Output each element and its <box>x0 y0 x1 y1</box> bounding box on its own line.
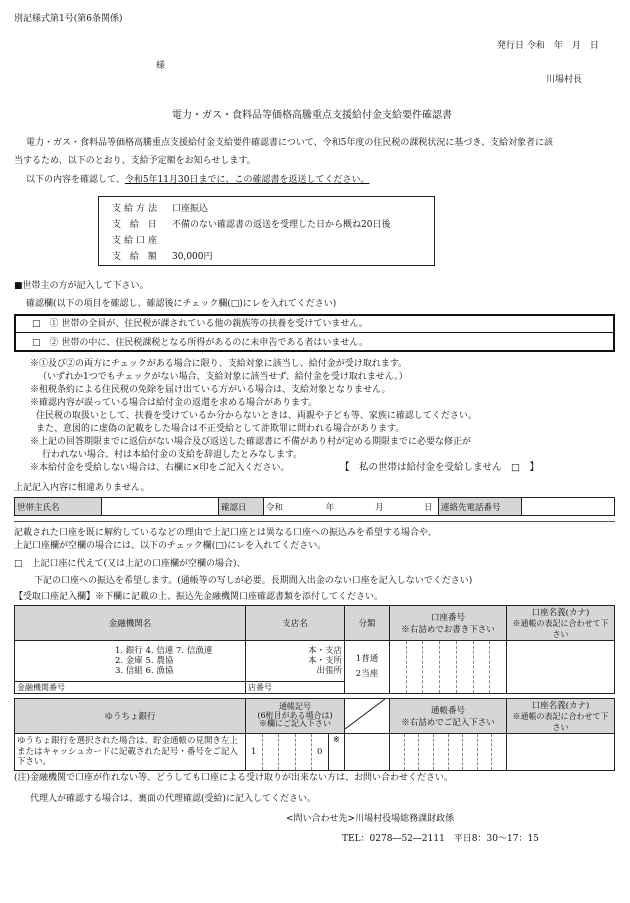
document-title: 電力・ガス・食料品等価格高騰重点支援給付金支給要件確認書 <box>172 110 452 121</box>
yucho-holder-field[interactable] <box>507 734 615 771</box>
yucho-digit-last: 0 <box>311 734 328 770</box>
account-holder-header <box>507 606 615 641</box>
check-divider <box>14 332 615 333</box>
confirm-date-label: 確認日 <box>219 498 264 516</box>
yucho-blank-field <box>345 734 390 771</box>
yucho-holder-title: 口座名義(カナ) <box>531 701 590 711</box>
payment-account-label: 支給口座 <box>112 236 161 246</box>
contact-office: <問い合わせ先>川場村役場総務課財政係 <box>286 814 455 824</box>
account-change-line-2: 上記口座欄が空欄の場合には、以下のチェック欄(□)にレを入れてください。 <box>14 541 327 551</box>
payment-amount-label: 支 給 額 <box>112 252 160 262</box>
section-divider <box>14 521 615 522</box>
date-year: 年 <box>325 502 335 513</box>
payment-date-label: 支 給 日 <box>112 220 160 230</box>
note-9: ※本給付金を受給しない場合は、右欄に×印をご記入ください。 <box>30 463 290 473</box>
account-type-1: 1普通 <box>355 653 379 664</box>
yucho-number-header <box>390 699 507 734</box>
account-holder-note: ※通帳の表記に合わせて下さい <box>512 619 609 639</box>
branch-number-field[interactable] <box>246 681 345 693</box>
yucho-symbol-field[interactable] <box>246 734 345 771</box>
bank-types-3: 3. 信組 6. 漁協 <box>115 665 174 676</box>
account-number-title: 口座番号 <box>430 613 465 623</box>
payment-amount-value: 30,000円 <box>172 252 213 262</box>
payment-row-amount <box>112 252 213 262</box>
payment-row-account <box>112 236 172 246</box>
issue-date: 発行日 令和 年 月 日 <box>497 41 599 51</box>
yucho-symbol-header <box>246 699 345 734</box>
form-number: 別記様式第1号(第6条関係) <box>14 14 123 24</box>
payment-method-label: 支給方法 <box>112 204 161 214</box>
note-4: ※確認内容が誤っている場合は給付金の返還を求める場合があります。 <box>30 398 318 408</box>
branch-name-header: 支店名 <box>246 606 345 641</box>
note-7: ※上記の回答期限までに返信がない場合及び返送した確認書に不備があり村が定める期限までに必要な修正が <box>30 437 472 447</box>
yucho-number-note: ※右詰めでご記入下さい <box>401 718 495 728</box>
yucho-symbol-title: 通帳記号 <box>279 701 311 711</box>
issuer-name: 川場村長 <box>546 75 583 85</box>
branch-types-2: 本・支所 <box>307 655 342 666</box>
bank-account-table <box>14 605 615 694</box>
date-era: 令和 <box>266 502 284 513</box>
confirm-date-field[interactable] <box>264 498 439 516</box>
yucho-symbol-note-2: ※欄にご記入下さい <box>259 719 331 729</box>
footer-note-2: 代理人が確認する場合は、裏面の代理確認(受給)に記入してください。 <box>30 794 317 804</box>
footer-note-1: (注)金融機関で口座が作れない等、どうしても口座による受け取りが出来ない方は、お問い合わせください。 <box>14 773 454 783</box>
branch-number-label: 店番号 <box>248 682 272 692</box>
yucho-blank-cell <box>345 699 390 734</box>
branch-name-field[interactable] <box>246 641 345 682</box>
account-number-header <box>390 606 507 641</box>
payment-date-value: 不備のない確認書の返送を受理した日から概ね20日後 <box>172 220 391 230</box>
account-number-note: ※右詰めでお書き下さい <box>401 625 495 635</box>
account-holder-title: 口座名義(カナ) <box>531 608 590 618</box>
account-change-checkbox[interactable]: □ 上記口座に代えて(又は上記の口座欄が空欄の場合)、 <box>14 559 246 569</box>
note-3: ※租税条約による住民税の免除を届け出ている方がいる場合は、支給対象となりません。 <box>30 385 391 395</box>
phone-field[interactable] <box>522 498 615 516</box>
decline-checkbox[interactable]: 【 私の世帯は給付金を受給しません □ 】 <box>340 462 539 473</box>
account-type-2: 2当座 <box>355 669 379 679</box>
holder-name-label: 世帯主氏名 <box>15 498 102 516</box>
addressee-suffix: 様 <box>156 61 166 71</box>
branch-types-1: 本・支店 <box>307 645 342 656</box>
note-2: （いずれか1つでもチェックがない場合、支給対象に該当せず、給付金を受け取れません。） <box>38 372 408 382</box>
payment-method-value: 口座振込 <box>172 204 209 214</box>
bank-name-header: 金融機関名 <box>15 606 246 641</box>
diagonal-slash-icon <box>345 699 385 729</box>
account-change-line-1: 記載された口座を既に解約しているなどの理由で上記口座とは異なる口座への振込みを希望する場合や、 <box>14 528 437 538</box>
bank-name-field[interactable] <box>15 641 246 682</box>
note-1 <box>30 359 407 369</box>
payment-row-date <box>112 220 390 230</box>
yucho-number-field[interactable] <box>390 734 507 771</box>
account-number-field[interactable] <box>390 641 507 694</box>
account-type-header: 分類 <box>345 606 390 641</box>
bank-types-2: 2. 金庫 5. 農協 <box>115 655 174 666</box>
return-deadline: 令和5年11月30日までに、この確認書を返送してください。 <box>124 175 370 185</box>
yucho-account-table <box>14 698 615 771</box>
yucho-holder-header <box>507 699 615 734</box>
note-8: 行われない場合、村は本給付金の支給を辞退したとみなします。 <box>42 450 303 460</box>
yucho-holder-note: ※通帳の表記に合わせて下さい <box>512 712 609 732</box>
bank-types-1: 1. 銀行 4. 信連 7. 信漁連 <box>115 645 213 656</box>
holder-name-field[interactable] <box>102 498 219 516</box>
account-holder-field[interactable] <box>507 641 615 694</box>
bank-number-label: 金融機関番号 <box>17 682 65 692</box>
phone-label: 連絡先電話番号 <box>439 498 522 516</box>
account-type-field[interactable] <box>345 641 390 694</box>
bank-number-field[interactable] <box>15 681 246 693</box>
intro-line-2: 当するため、以下のとおり、支給予定額をお知らせします。 <box>14 156 256 166</box>
check-instruction: 確認欄(以下の項目を確認し、確認後にチェック欄(□)にレを入れてください) <box>26 299 337 309</box>
yucho-symbol-note-1: (6桁目がある場合は) <box>257 710 333 720</box>
check-item-1[interactable]: □ ① 世帯の全員が、住民税が課されている他の親族等の扶養を受けていません。 <box>32 319 368 329</box>
note-6: また、意図的に虚偽の記載をした場合は不正受給として詐欺罪に問われる場合があります。 <box>36 424 405 434</box>
payment-row-method <box>112 204 208 214</box>
yucho-sixth-digit-mark: ※ <box>328 734 345 770</box>
household-heading: ■世帯主の方が記入して下さい。 <box>14 281 149 291</box>
signature-table <box>14 497 615 516</box>
yucho-instruction: ゆうちょ銀行を選択された場合は、貯金通帳の見開き左上またはキャッシュカードに記載された記号・番号をご記入下さい。 <box>15 734 246 771</box>
note-5: 住民税の取扱いとして、扶養を受けているか分からないときは、両親や子ども等、家族に確認してください。 <box>36 411 477 421</box>
note-1-text: ※①及び②の両方にチェックがある場合に限り、支給対象に該当し、給付金が受け取れます。 <box>30 359 408 369</box>
date-day: 日 <box>424 502 433 513</box>
yucho-name: ゆうちょ銀行 <box>15 699 246 734</box>
intro-line-1: 電力・ガス・食料品等価格高騰重点支援給付金支給要件確認書について、令和5年度の住民税の課税状況に基づき、支給対象者に該 <box>26 138 554 148</box>
branch-types-3: 出張所 <box>316 665 342 676</box>
check-item-2[interactable]: □ ② 世帯の中に、住民税課税となる所得があるのに未申告である者はいません。 <box>32 338 368 348</box>
date-month: 月 <box>374 502 384 513</box>
intro-line-3-prefix: 以下の内容を確認して、 <box>26 175 125 185</box>
yucho-number-title: 通帳番号 <box>430 706 465 716</box>
account-change-line-4: 下記の口座への振込を希望します。(通帳等の写しが必要。長期間入出金のない口座を記入しないでください) <box>34 576 473 586</box>
confirm-statement: 上記記入内容に相違ありません。 <box>14 483 150 493</box>
account-entry-heading: 【受取口座記入欄】※下欄に記載の上、振込先金融機関口座確認書類を添付してください。 <box>14 592 384 602</box>
yucho-digit-first: 1 <box>251 747 257 757</box>
intro-line-3 <box>26 175 369 185</box>
contact-phone: TEL：0278―52―2111 平日8：30～17：15 <box>342 834 539 844</box>
